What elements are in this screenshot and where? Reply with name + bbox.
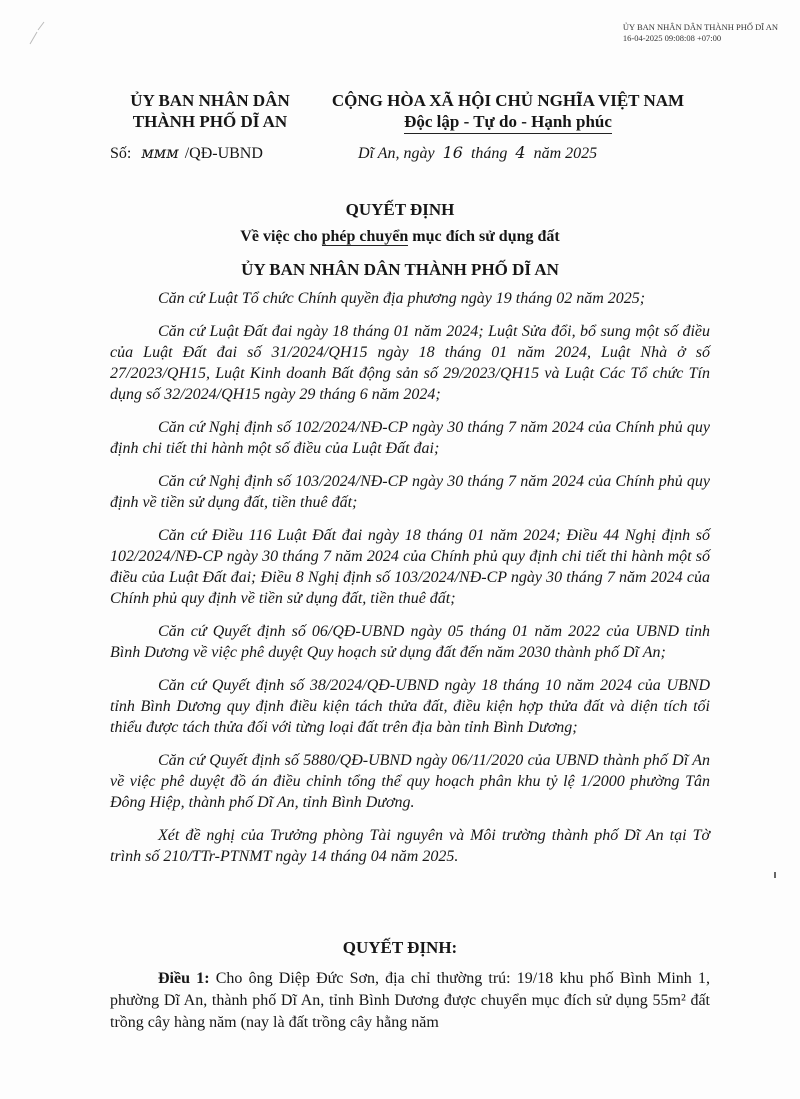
issue-date <box>358 143 597 163</box>
article-1-text: Cho ông Diệp Đức Sơn, địa chỉ thường trú: 19/18 khu phố Bình Minh 1, phường Dĩ An, thành phố Dĩ An, tỉnh Bình Dương được chuyển mục đích sử dụng 55m² đất trồng cây hàng năm (nay là đất trồng cây hằng năm <box>110 970 711 1031</box>
org-line-2: THÀNH PHỐ DĨ AN <box>132 112 288 131</box>
scan-artifact-dot <box>774 872 776 878</box>
doc-number-handwritten: ᴍᴍᴍ <box>141 143 179 162</box>
issuing-organization <box>110 90 310 132</box>
article-1 <box>110 968 710 1034</box>
legal-bases <box>110 288 710 879</box>
issuing-authority: ỦY BAN NHÂN DÂN THÀNH PHỐ DĨ AN <box>241 260 559 279</box>
national-motto: Độc lập - Tự do - Hạnh phúc <box>404 111 612 134</box>
doc-number-suffix: /QĐ-UBND <box>184 145 263 162</box>
legal-basis-paragraph: Căn cứ Điều 116 Luật Đất đai ngày 18 tháng 01 năm 2024; Điều 44 Nghị định số 102/2024/NĐ-CP ngày 30 tháng 7 năm 2024 của Chính phủ quy định chi tiết thi hành một số điều của Luật Đất đai; Điều 8 Nghị định số 103/2024/NĐ-CP ngày 30 tháng 7 năm 2024 của Chính phủ quy định về tiền sử dụng đất, tiền thuê đất; <box>110 527 710 607</box>
document-title: QUYẾT ĐỊNH <box>345 200 455 219</box>
doc-number-label: Số: <box>110 145 132 162</box>
org-line-1: ỦY BAN NHÂN DÂN <box>130 91 290 110</box>
stamp-organization: ỦY BAN NHÂN DÂN THÀNH PHỐ DĨ AN <box>622 22 778 32</box>
nation-name: CỘNG HÒA XÃ HỘI CHỦ NGHĨA VIỆT NAM <box>331 91 685 110</box>
legal-basis-paragraph: Căn cứ Quyết định số 06/QĐ-UBND ngày 05 tháng 01 năm 2022 của UBND tỉnh Bình Dương về việc phê duyệt Quy hoạch sử dụng đất đến năm 2030 thành phố Dĩ An; <box>110 623 710 661</box>
legal-basis-paragraph: Căn cứ Quyết định số 5880/QĐ-UBND ngày 06/11/2020 của UBND thành phố Dĩ An về việc phê duyệt đồ án điều chỉnh tổng thể quy hoạch phân khu tỷ lệ 1/2000 phường Tân Đông Hiệp, thành phố Dĩ An, tỉnh Bình Dương. <box>110 752 710 811</box>
date-prefix: Dĩ An, ngày <box>358 145 435 162</box>
subject-pre: Về việc cho <box>240 228 322 245</box>
document-number <box>110 143 263 163</box>
legal-basis-paragraph: Căn cứ Nghị định số 102/2024/NĐ-CP ngày 30 tháng 7 năm 2024 của Chính phủ quy định chi tiết thi hành một số điều của Luật Đất đai; <box>110 419 710 457</box>
document-subject <box>0 228 800 246</box>
digital-signature-stamp <box>623 22 778 44</box>
stamp-timestamp: 16-04-2025 09:08:08 +07:00 <box>622 33 722 43</box>
scan-artifact-mark <box>28 20 46 46</box>
legal-basis-paragraph: Căn cứ Luật Đất đai ngày 18 tháng 01 năm 2024; Luật Sửa đổi, bổ sung một số điều của Luật Đất đai số 31/2024/QH15 ngày 18 tháng 01 năm 2024, Luật Nhà ở số 27/2023/QH15, Luật Kinh doanh Bất động sản số 29/2023/QH15 và Luật Các Tổ chức Tín dụng số 32/2024/QH15 ngày 29 tháng 6 năm 2024; <box>110 323 710 403</box>
date-year: năm 2025 <box>533 145 598 162</box>
legal-basis-paragraph: Căn cứ Nghị định số 103/2024/NĐ-CP ngày 30 tháng 7 năm 2024 của Chính phủ quy định về tiền sử dụng đất, tiền thuê đất; <box>110 473 710 511</box>
date-month-label: tháng <box>470 145 508 162</box>
legal-basis-paragraph: Căn cứ Luật Tổ chức Chính quyền địa phương ngày 19 tháng 02 năm 2025; <box>158 290 646 307</box>
article-1-label: Điều 1: <box>158 970 210 987</box>
subject-post: mục đích sử dụng đất <box>408 228 560 245</box>
legal-basis-paragraph: Căn cứ Quyết định số 38/2024/QĐ-UBND ngày 18 tháng 10 năm 2024 của UBND tỉnh Bình Dương quy định điều kiện tách thửa đất, điều kiện hợp thửa đất và diện tích tối thiểu được tách thửa đối với từng loại đất trên địa bàn tỉnh Bình Dương; <box>110 677 710 736</box>
national-header <box>318 90 698 134</box>
legal-basis-paragraph: Xét đề nghị của Trưởng phòng Tài nguyên và Môi trường thành phố Dĩ An tại Tờ trình số 210/TTr-PTNMT ngày 14 tháng 04 năm 2025. <box>110 827 710 865</box>
date-day: 16 <box>442 143 463 162</box>
decision-heading: QUYẾT ĐỊNH: <box>342 938 458 957</box>
subject-underlined: phép chuyển <box>321 228 409 245</box>
date-month: 4 <box>515 143 526 162</box>
